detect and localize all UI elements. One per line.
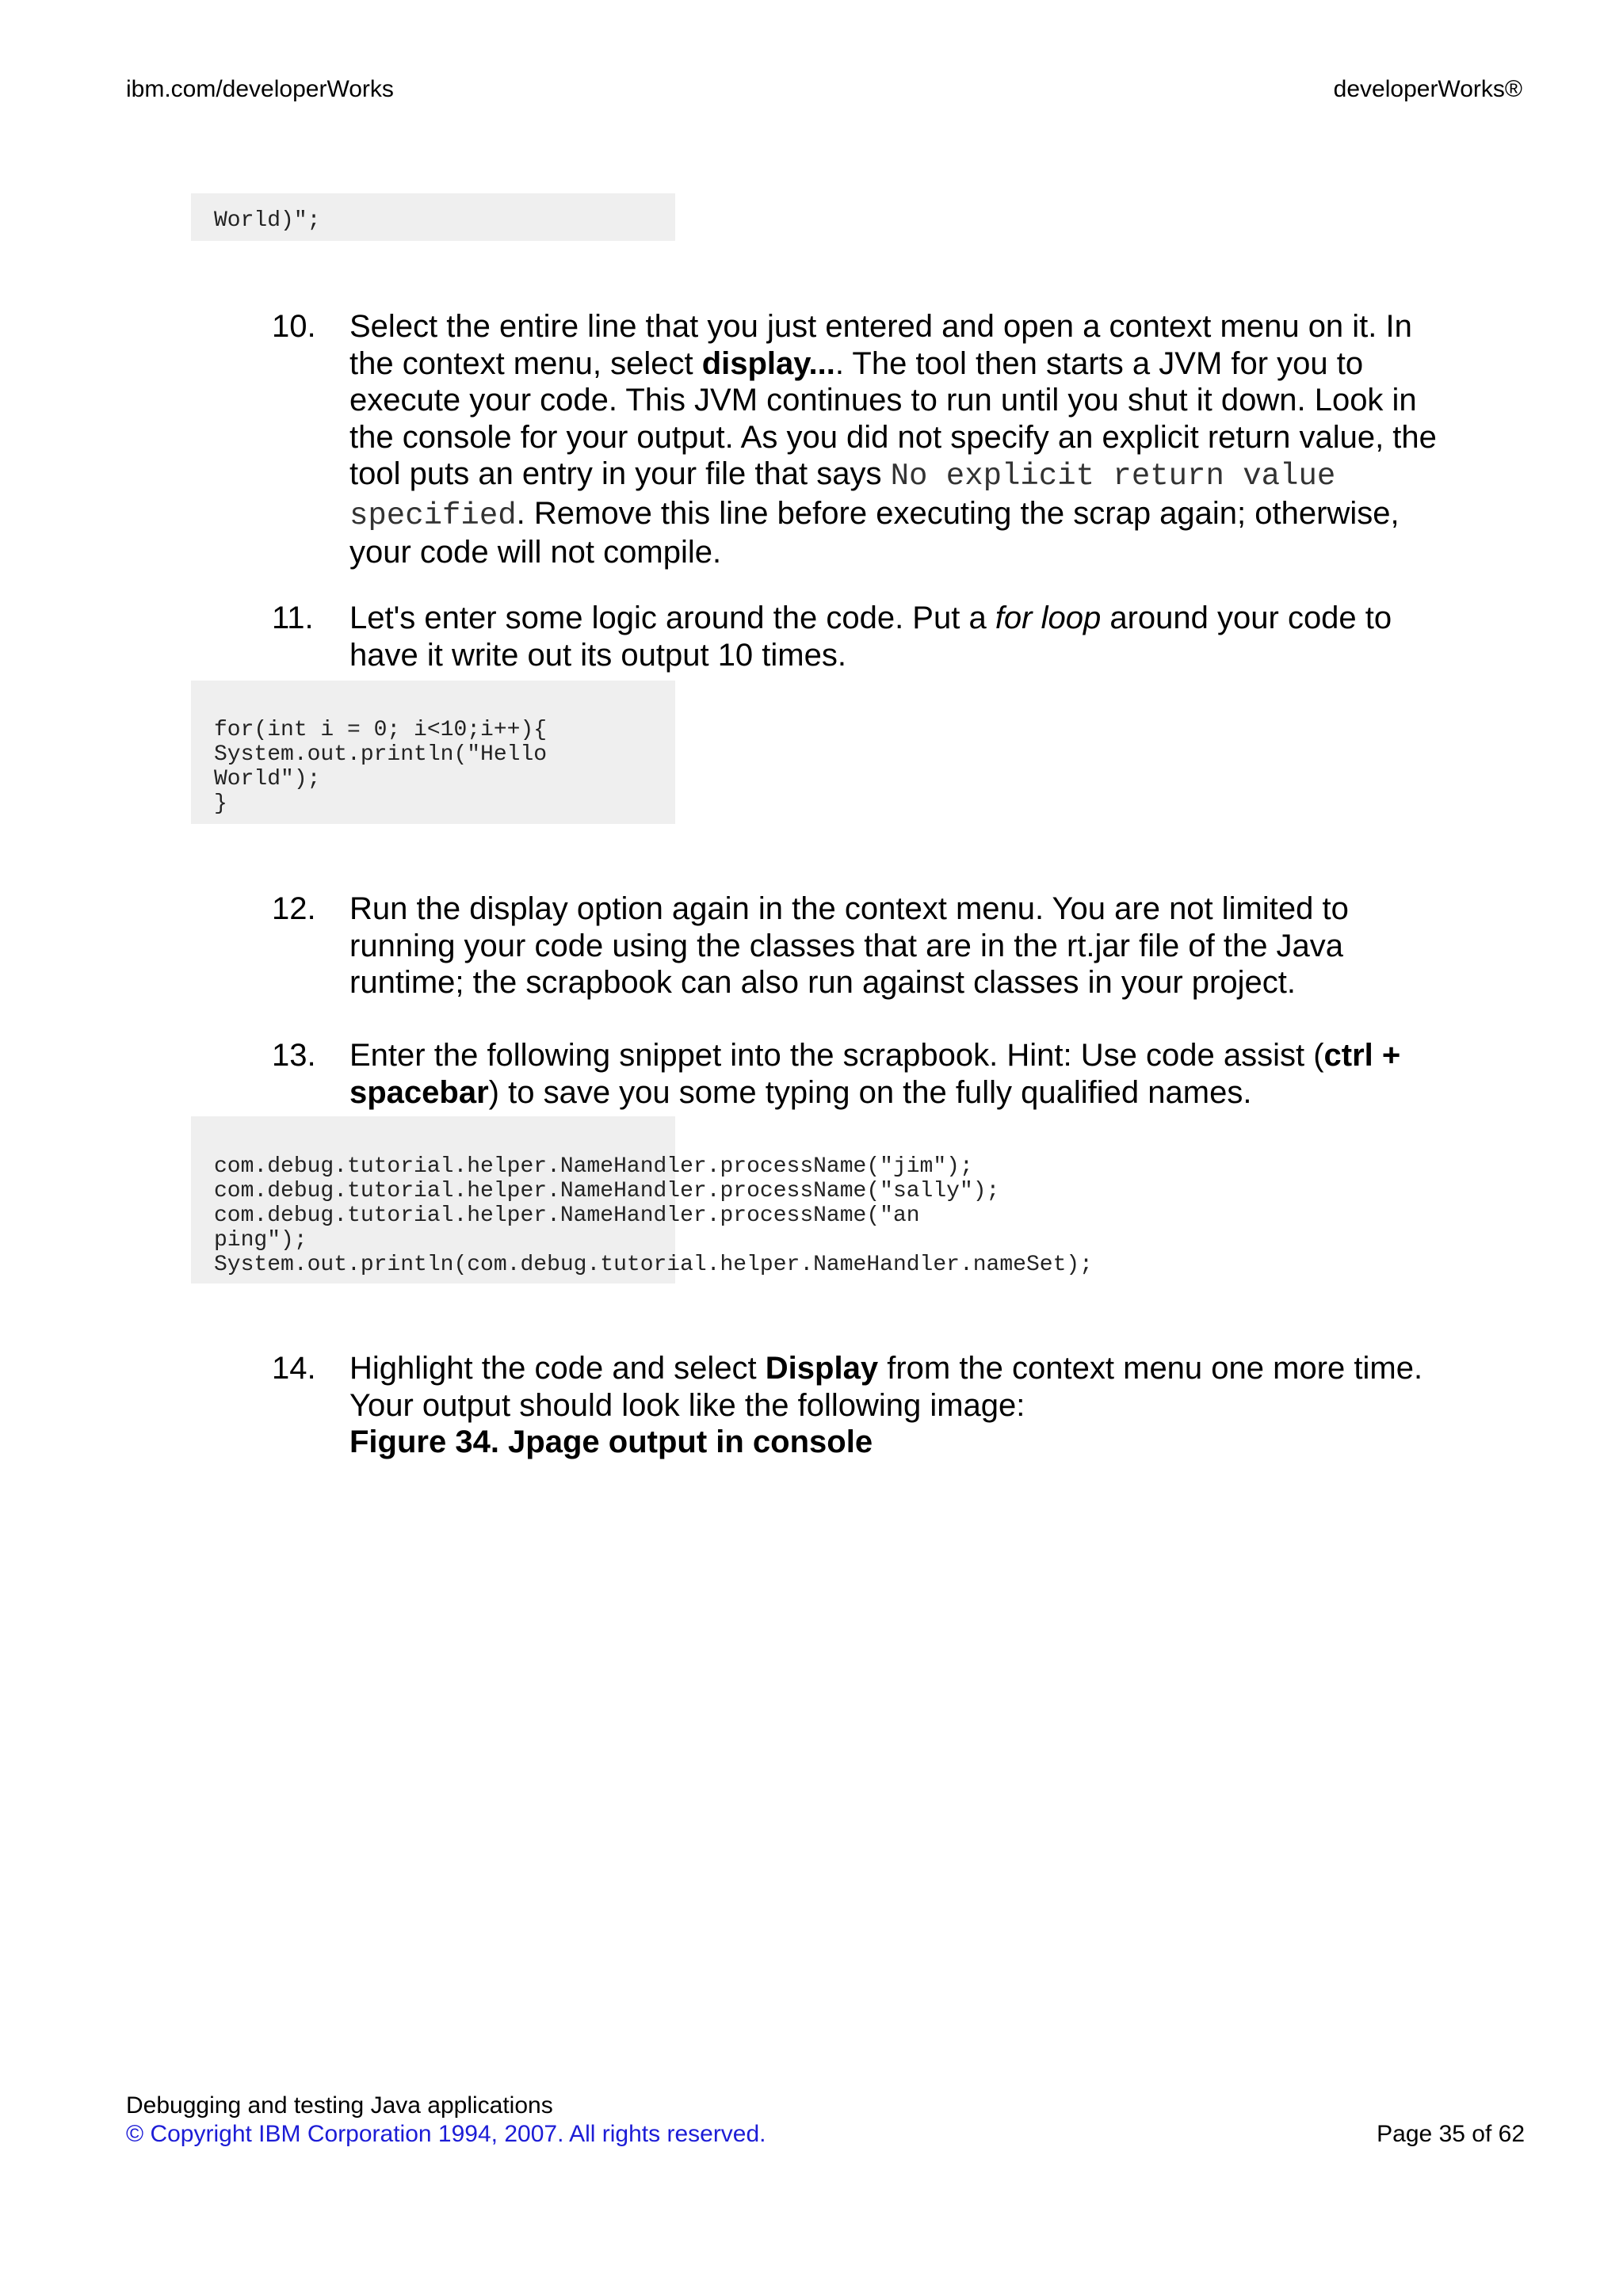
step-body [349,1037,1443,1111]
step-text: ) to save you some typing on the fully qualified names. [488,1074,1252,1110]
step-text: Enter the following snippet into the scrapbook. Hint: Use code assist ( [349,1038,1324,1073]
step-text: . The tool then starts a JVM for you to execute your code. This JVM continues to run until you shut it down. Look in the console for your output. As you did not specify an explicit return value, the tool puts an entry in your file that says [349,345,1437,491]
step-text: Let's enter some logic around the code. Put a [349,601,995,635]
step-text: from the context menu one more time. Your output should look like the following image: [349,1351,1423,1423]
step-text: around your code to have it write out its output 10 times. [349,601,1392,673]
step-text: Select the entire line that you just entered and open a context menu on it. In the context menu, select [349,309,1412,381]
step-text: Highlight the code and select [349,1351,766,1386]
step-number: 14. [272,1351,316,1386]
step-body [349,1350,1443,1461]
mono-return-value: No explicit return value specified [349,459,1336,533]
italic-for-loop: for loop [995,601,1102,635]
copyright-link[interactable]: © Copyright IBM Corporation 1994, 2007. All rights reserved. [126,2121,766,2147]
step-body [349,308,1443,571]
step-body [349,600,1443,673]
step-body: Run the display option again in the context menu. You are not limited to running your code using the classes that are in the rt.jar file of the Java runtime; the scrapbook can also run against classes in your project. [349,891,1349,1000]
step-number: 11. [272,601,314,635]
step-number: 12. [272,891,316,926]
header-brand: developerWorks® [1333,76,1522,102]
step-number: 10. [272,309,316,344]
bold-display: Display [765,1351,879,1386]
code-text-top: World)"; [214,208,321,233]
footer-title: Debugging and testing Java applications [126,2092,553,2119]
step-number: 13. [272,1038,316,1073]
header-site-url: ibm.com/developerWorks [126,76,394,102]
bold-shortcut: ctrl + spacebar [349,1038,1401,1110]
page-number: Page 35 of 62 [1377,2121,1525,2147]
figure-caption: Figure 34. Jpage output in console [349,1425,873,1459]
code-text-snippet: com.debug.tutorial.helper.NameHandler.processName("jim"); com.debug.tutorial.helper.NameHandler.processName("sally"); com.debug.tutorial.helper.NameHandler.processName("an ping"); System.out.println(com.debug.tutorial.helper.NameHandler.nameSet); [214,1154,1093,1277]
code-text-for-loop: for(int i = 0; i<10;i++){ System.out.println("Hello World"); } [214,718,548,816]
bold-display: display... [701,345,835,381]
step-text: . Remove this line before executing the scrap again; otherwise, your code will not compile. [349,495,1400,570]
